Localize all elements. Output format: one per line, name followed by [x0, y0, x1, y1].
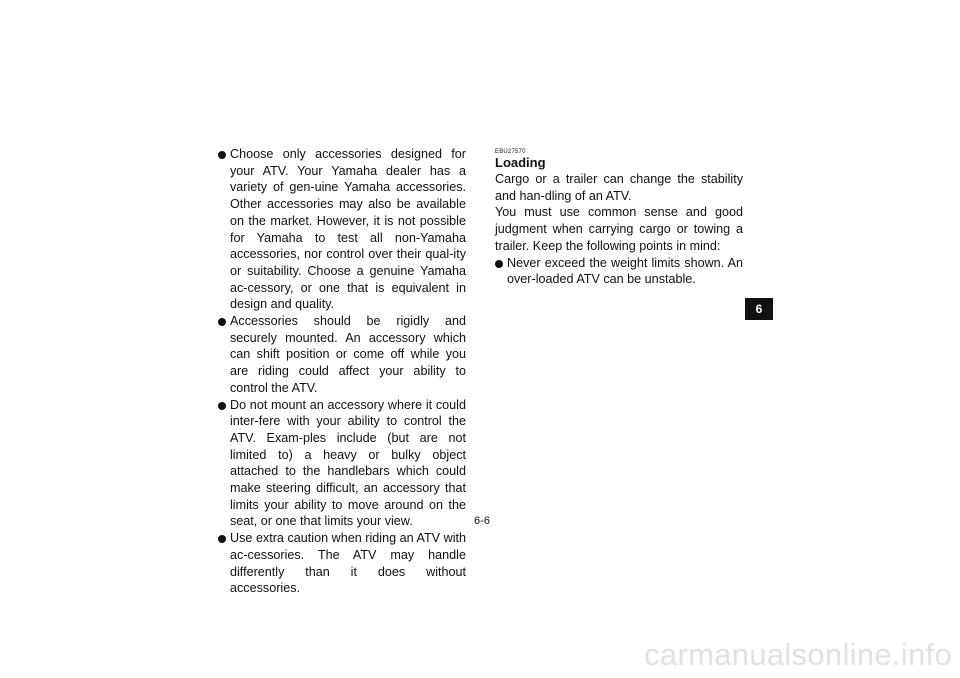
bullet-item [218, 397, 466, 531]
bullet-icon [218, 151, 226, 159]
paragraph: Cargo or a trailer can change the stability and han-dling of an ATV. [495, 172, 743, 203]
watermark: carmanualsonline.info [644, 637, 952, 672]
bullet-icon [218, 318, 226, 326]
bullet-item [218, 313, 466, 397]
section-heading: Loading [495, 155, 546, 170]
bullet-text: Do not mount an accessory where it could inter-fere with your ability to control the ATV. Exam-ples include (but are not limited to) a heavy or bulky object attached to the handlebars which could make steering difficult, an accessory that limits your ability to move around on the seat, or one that limits your view. [230, 397, 466, 529]
bullet-text: Never exceed the weight limits shown. An over-loaded ATV can be unstable. [507, 255, 743, 287]
bullet-item [495, 255, 743, 288]
right-column [495, 146, 743, 288]
section-code: EBU27570 [495, 149, 526, 155]
page-number: 6-6 [474, 515, 490, 527]
paragraph: You must use common sense and good judgment when carrying cargo or towing a trailer. Keep the following points in mind: [495, 205, 743, 253]
bullet-text: Accessories should be rigidly and securely mounted. An accessory which can shift position or come off while you are riding could affect your ability to control the ATV. [230, 314, 466, 395]
bullet-text: Use extra caution when riding an ATV with ac-cessories. The ATV may handle differently than it does without accessories. [230, 531, 466, 596]
bullet-icon [218, 535, 226, 543]
bullet-icon [495, 260, 503, 268]
chapter-tab: 6 [745, 298, 773, 320]
bullet-item [218, 146, 466, 313]
bullet-item [218, 530, 466, 597]
bullet-text: Choose only accessories designed for your ATV. Your Yamaha dealer has a variety of gen-uine Yamaha accessories. Other accessories may also be available on the market. However, it is not possible for Yamaha to test all non-Yamaha accessories, nor control over their qual-ity or suitability. Choose a genuine Yamaha ac-cessory, or one that is equivalent in design and quality. [230, 147, 466, 312]
left-column [218, 146, 466, 597]
bullet-icon [218, 402, 226, 410]
